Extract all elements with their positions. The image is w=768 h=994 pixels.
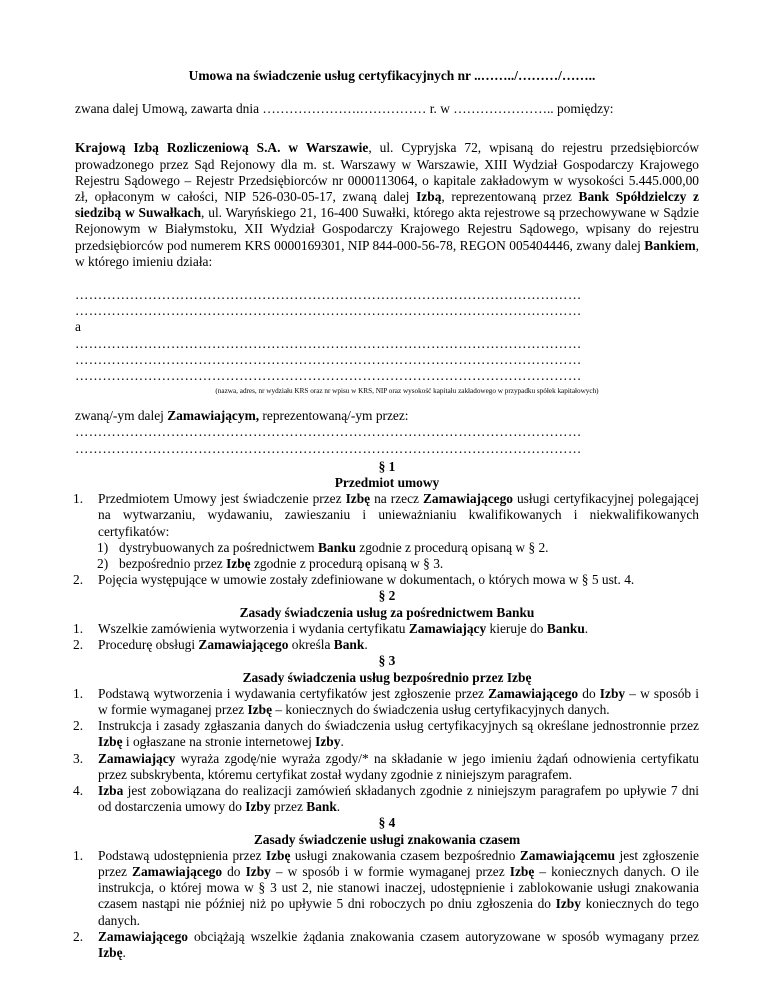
section-2-heading: Zasady świadczenia usług za pośrednictwem Banku	[239, 604, 535, 620]
bank-name: Bank Spółdzielczy z siedzibą w Suwałkach	[75, 189, 699, 221]
section-3-number: § 3	[378, 653, 396, 669]
date-placeholder[interactable]: ………………….……………	[262, 101, 430, 117]
fill-line[interactable]: …………………………………………………………………………………………………	[75, 351, 582, 367]
bank-representative-fields	[75, 287, 699, 396]
fill-line[interactable]: …………………………………………………………………………………………………	[75, 424, 582, 440]
parties-paragraph: Krajową Izbą Rozliczeniową S.A. w Warszawie, ul. Cypryjska 72, wpisaną do rejestru przedsiębiorców prowadzonego przez Sąd Rejonowy dla m. st. Warszawy w Warszawie, XIII Wydział Gospodarczy Krajowego Rejestru Sądowego – Rejestr Przedsiębiorców nr 0000113064, o kapitale zakładowym w wysokości 5.445.000,00 zł, opłaconym w całości, NIP 526-030-05-17, zwaną dalej Izbą, reprezentowaną przez Bank Spółdzielczy z siedzibą w Suwałkach, ul. Waryńskiego 21, 16-400 Suwałki, którego akta rejestrowe są przechowywane w Sądzie Rejonowym w Białymstoku, XII Wydział Gospodarczy Krajowego Rejestru Sądowego, wpisany do rejestru przedsiębiorców pod numerem KRS 0000169301, NIP 844-000-56-78, REGON 005404446, zwany dalej Bankiem, w którego imieniu działa:	[75, 140, 699, 269]
fill-hint-note: (nazwa, adres, nr wydziału KRS oraz nr wpisu w KRS, NIP oraz wysokość kapitału zakładowego w przypadku spółek kapitałowych)	[215, 387, 599, 396]
section-1-list	[75, 491, 699, 588]
fill-line[interactable]: …………………………………………………………………………………………………	[75, 335, 582, 351]
fill-line[interactable]: …………………………………………………………………………………………………	[75, 303, 582, 319]
section-4-heading: Zasady świadczenie usługi znakowania czasem	[253, 831, 521, 847]
conjunction-a: a	[75, 319, 81, 335]
list-item: 1. Podstawą wytworzenia i wydawania certyfikatów jest zgłoszenie przez Zamawiającego do Izby – w sposób i w formie wymaganej przez Izbę – koniecznych do świadczenia usług certyfikacyjnych danych.	[73, 685, 699, 717]
sub-list-item: 1) dystrybuowanych za pośrednictwem Banku zgodnie z procedurą opisaną w § 2.	[97, 539, 549, 555]
list-item: 1. Przedmiotem Umowy jest świadczenie przez Izbę na rzecz Zamawiającego usługi certyfikacyjnej polegającej na wytwarzaniu, wydawaniu, zawieszaniu i unieważnianiu kwalifikowanych i niekwalifikowanych certyfikatów:	[73, 491, 699, 539]
list-item: 4. Izba jest zobowiązana do realizacji zamówień składanych zgodnie z niniejszym paragrafem po upływie 7 dni od dostarczenia umowy do Izby przez Bank.	[73, 782, 699, 815]
fill-line[interactable]: …………………………………………………………………………………………………	[75, 440, 582, 456]
fill-line[interactable]: …………………………………………………………………………………………………	[75, 287, 582, 303]
place-placeholder[interactable]: …………………..	[453, 101, 557, 117]
list-item: 2. Instrukcja i zasady zgłaszania danych do świadczenia usług certyfikacyjnych są określane jednostronnie przez Izbę i ogłaszane na stronie internetowej Izby.	[73, 718, 699, 750]
section-1-number: § 1	[378, 458, 396, 474]
list-item: 2. Zamawiającego obciążają wszelkie żądania znakowania czasem autoryzowane w sposób wymagany przez Izbę.	[73, 928, 699, 960]
sub-list-item: 2) bezpośrednio przez Izbę zgodnie z procedurą opisaną w § 3.	[97, 556, 444, 572]
contract-title: Umowa na świadczenie usług certyfikacyjnych nr ..……../………/……..	[188, 68, 596, 83]
section-3-list	[75, 686, 699, 816]
fill-line[interactable]: …………………………………………………………………………………………………	[75, 368, 582, 384]
section-2-number: § 2	[378, 588, 396, 604]
section-3-heading: Zasady świadczenia usług bezpośrednio przez Izbę	[242, 669, 532, 685]
ordering-party-line: zwaną/-ym dalej Zamawiającym, reprezentowaną/-ym przez:	[75, 408, 409, 424]
intro-paragraph: zwana dalej Umową, zawarta dnia ………………….…………… r. w ………………….. pomiędzy:	[75, 101, 614, 117]
list-item: 2. Pojęcia występujące w umowie zostały zdefiniowane w dokumentach, o których mowa w § 5 ust. 4.	[73, 572, 635, 588]
document-page	[75, 0, 699, 961]
list-item: 2. Procedurę obsługi Zamawiającego określa Bank.	[73, 637, 368, 653]
section-1-heading: Przedmiot umowy	[334, 475, 440, 491]
list-item: 1. Podstawą udostępnienia przez Izbę usługi znakowania czasem bezpośrednio Zamawiającemu jest zgłoszenie przez Zamawiającego do Izby – w sposób i w formie wymaganej przez Izbę – koniecznych danych. O ile instrukcja, o której mowa w § 3 ust 2, nie stanowi inaczej, udostępnienie i zablokowanie usługi znakowania czasem nastąpi nie później niż po upływie 5 dni roboczych po dniu zgłoszenia do Izby koniecznych do tego danych.	[73, 847, 700, 928]
section-4-number: § 4	[378, 815, 396, 831]
list-item: 1. Wszelkie zamówienia wytworzenia i wydania certyfikatu Zamawiający kieruje do Banku.	[73, 620, 589, 636]
list-item: 3. Zamawiający wyraża zgodę/nie wyraża zgody/* na składanie w jego imieniu żądań odnowienia certyfikatu przez subskrybenta, któremu certyfikat został wydany zgodnie z niniejszym paragrafem.	[73, 750, 699, 782]
section-4-list	[75, 848, 699, 961]
izba-name: Krajową Izbą Rozliczeniową S.A. w Warszawie	[75, 140, 369, 156]
section-2-list	[75, 621, 699, 653]
